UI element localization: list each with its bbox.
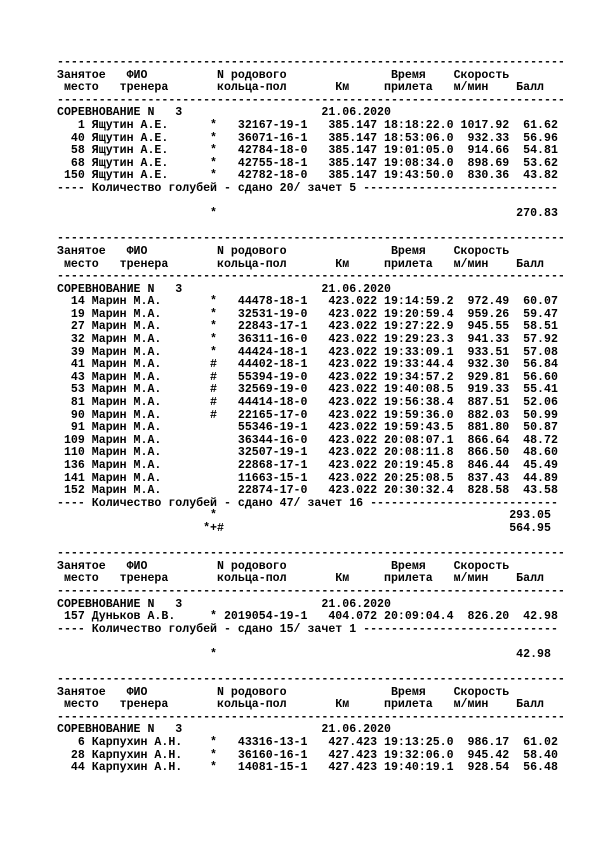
rule-line: ------------------------------------------------------------------------- [57,56,565,69]
column-header-row-1: Занятое ФИО N родового Время Скорость [57,559,510,573]
table-row: 1 Ящутин А.Е. * 32167-19-1 385.147 18:18:22.0 1017.92 61.62 [57,118,558,132]
column-header-row-2: место тренера кольца-пол Км прилета м/мин Балл [57,698,545,712]
table-row: 6 Карпухин А.Н. * 43316-13-1 427.423 19:13:25.0 986.17 61.02 [57,736,558,750]
total-line: * 293.05 [57,509,551,523]
competition-title: СОРЕВНОВАНИЕ N 3 [57,723,183,737]
rule-line: ------------------------------------------------------------------------- [57,547,565,561]
competition-title: СОРЕВНОВАНИЕ N 3 [57,597,183,611]
table-row: 40 Ящутин А.Е. * 36071-16-1 385.147 18:53:06.0 932.33 56.96 [57,131,558,145]
table-row: 68 Ящутин А.Е. * 42755-18-1 385.147 19:08:34.0 898.69 53.62 [57,156,558,170]
rule-line: ------------------------------------------------------------------------- [57,93,565,107]
table-row: 58 Ящутин А.Е. * 42784-18-0 385.147 19:01:05.0 914.66 54.81 [57,144,558,158]
competition-date: 21.06.2020 [321,106,391,120]
competition-date: 21.06.2020 [321,723,391,737]
table-row: 19 Марин М.А. * 32531-19-0 423.022 19:20:59.4 959.26 59.47 [57,307,558,321]
table-row: 91 Марин М.А. 55346-19-1 423.022 19:59:43.5 881.80 50.87 [57,421,558,435]
table-row: 81 Марин М.А. # 44414-18-0 423.022 19:56:38.4 887.51 52.06 [57,396,558,410]
table-row: 90 Марин М.А. # 22165-17-0 423.022 19:59:36.0 882.03 50.99 [57,408,558,422]
result-block [57,233,565,548]
competition-title: СОРЕВНОВАНИЕ N 3 [57,106,183,120]
table-row: 14 Марин М.А. * 44478-18-1 423.022 19:14:59.2 972.49 60.07 [57,295,558,309]
table-row: 152 Марин М.А. 22874-17-0 423.022 20:30:32.4 828.58 43.58 [57,484,558,498]
rule-line: ------------------------------------------------------------------------- [57,232,565,246]
results-document [57,57,565,775]
competition-date: 21.06.2020 [321,597,391,611]
column-header-row-1: Занятое ФИО N родового Время Скорость [57,685,510,699]
table-row: 44 Карпухин А.Н. * 14081-15-1 427.423 19:40:19.1 928.54 56.48 [57,761,558,775]
rule-line: ------------------------------------------------------------------------- [57,584,565,598]
table-row: 157 Дуньков А.В. * 2019054-19-1 404.072 20:09:04.4 826.20 42.98 [57,610,558,624]
count-footer: ---- Количество голубей - сдано 15/ зачет 1 ---------------------------- [57,622,558,636]
count-footer: ---- Количество голубей - сдано 20/ зачет 5 ---------------------------- [57,181,558,195]
table-row: 39 Марин М.А. * 44424-18-1 423.022 19:33:09.1 933.51 57.08 [57,345,558,359]
table-row: 141 Марин М.А. 11663-15-1 423.022 20:25:08.5 837.43 44.89 [57,471,558,485]
total-line: * 42.98 [57,647,551,661]
column-header-row-2: место тренера кольца-пол Км прилета м/мин Балл [57,81,545,95]
table-row: 41 Марин М.А. # 44402-18-1 423.022 19:33:44.4 932.30 56.84 [57,358,558,372]
rule-line: ------------------------------------------------------------------------- [57,270,565,284]
table-row: 136 Марин М.А. 22868-17-1 423.022 20:19:45.8 846.44 45.49 [57,459,558,472]
column-header-row-1: Занятое ФИО N родового Время Скорость [57,244,510,258]
table-row: 109 Марин М.А. 36344-16-0 423.022 20:08:07.1 866.64 48.72 [57,433,558,447]
count-footer: ---- Количество голубей - сдано 47/ зачет 16 --------------------------- [57,496,558,510]
table-row: 110 Марин М.А. 32507-19-1 423.022 20:08:11.8 866.50 48.60 [57,446,558,460]
table-row: 43 Марин М.А. # 55394-19-0 423.022 19:34:57.2 929.81 56.60 [57,370,558,384]
result-block [57,57,565,233]
table-row: 53 Марин М.А. # 32569-19-0 423.022 19:40:08.5 919.33 55.41 [57,383,558,397]
rule-line: ------------------------------------------------------------------------- [57,673,565,687]
competition-title: СОРЕВНОВАНИЕ N 3 [57,282,183,296]
table-row: 28 Карпухин А.Н. * 36160-16-1 427.423 19:32:06.0 945.42 58.40 [57,748,558,762]
rule-line: ------------------------------------------------------------------------- [57,710,565,724]
table-row: 32 Марин М.А. * 36311-16-0 423.022 19:29:23.3 941.33 57.92 [57,333,558,347]
result-block [57,674,565,775]
result-block [57,548,565,674]
competition-date: 21.06.2020 [321,282,391,296]
column-header-row-2: место тренера кольца-пол Км прилета м/мин Балл [57,572,545,586]
column-header-row-1: Занятое ФИО N родового Время Скорость [57,68,510,82]
total-line: *+# 564.95 [57,521,551,535]
table-row: 27 Марин М.А. * 22843-17-1 423.022 19:27:22.9 945.55 58.51 [57,320,558,334]
table-row: 150 Ящутин А.Е. * 42782-18-0 385.147 19:43:50.0 830.36 43.82 [57,169,558,183]
column-header-row-2: место тренера кольца-пол Км прилета м/мин Балл [57,257,545,271]
total-line: * 270.83 [57,207,558,221]
